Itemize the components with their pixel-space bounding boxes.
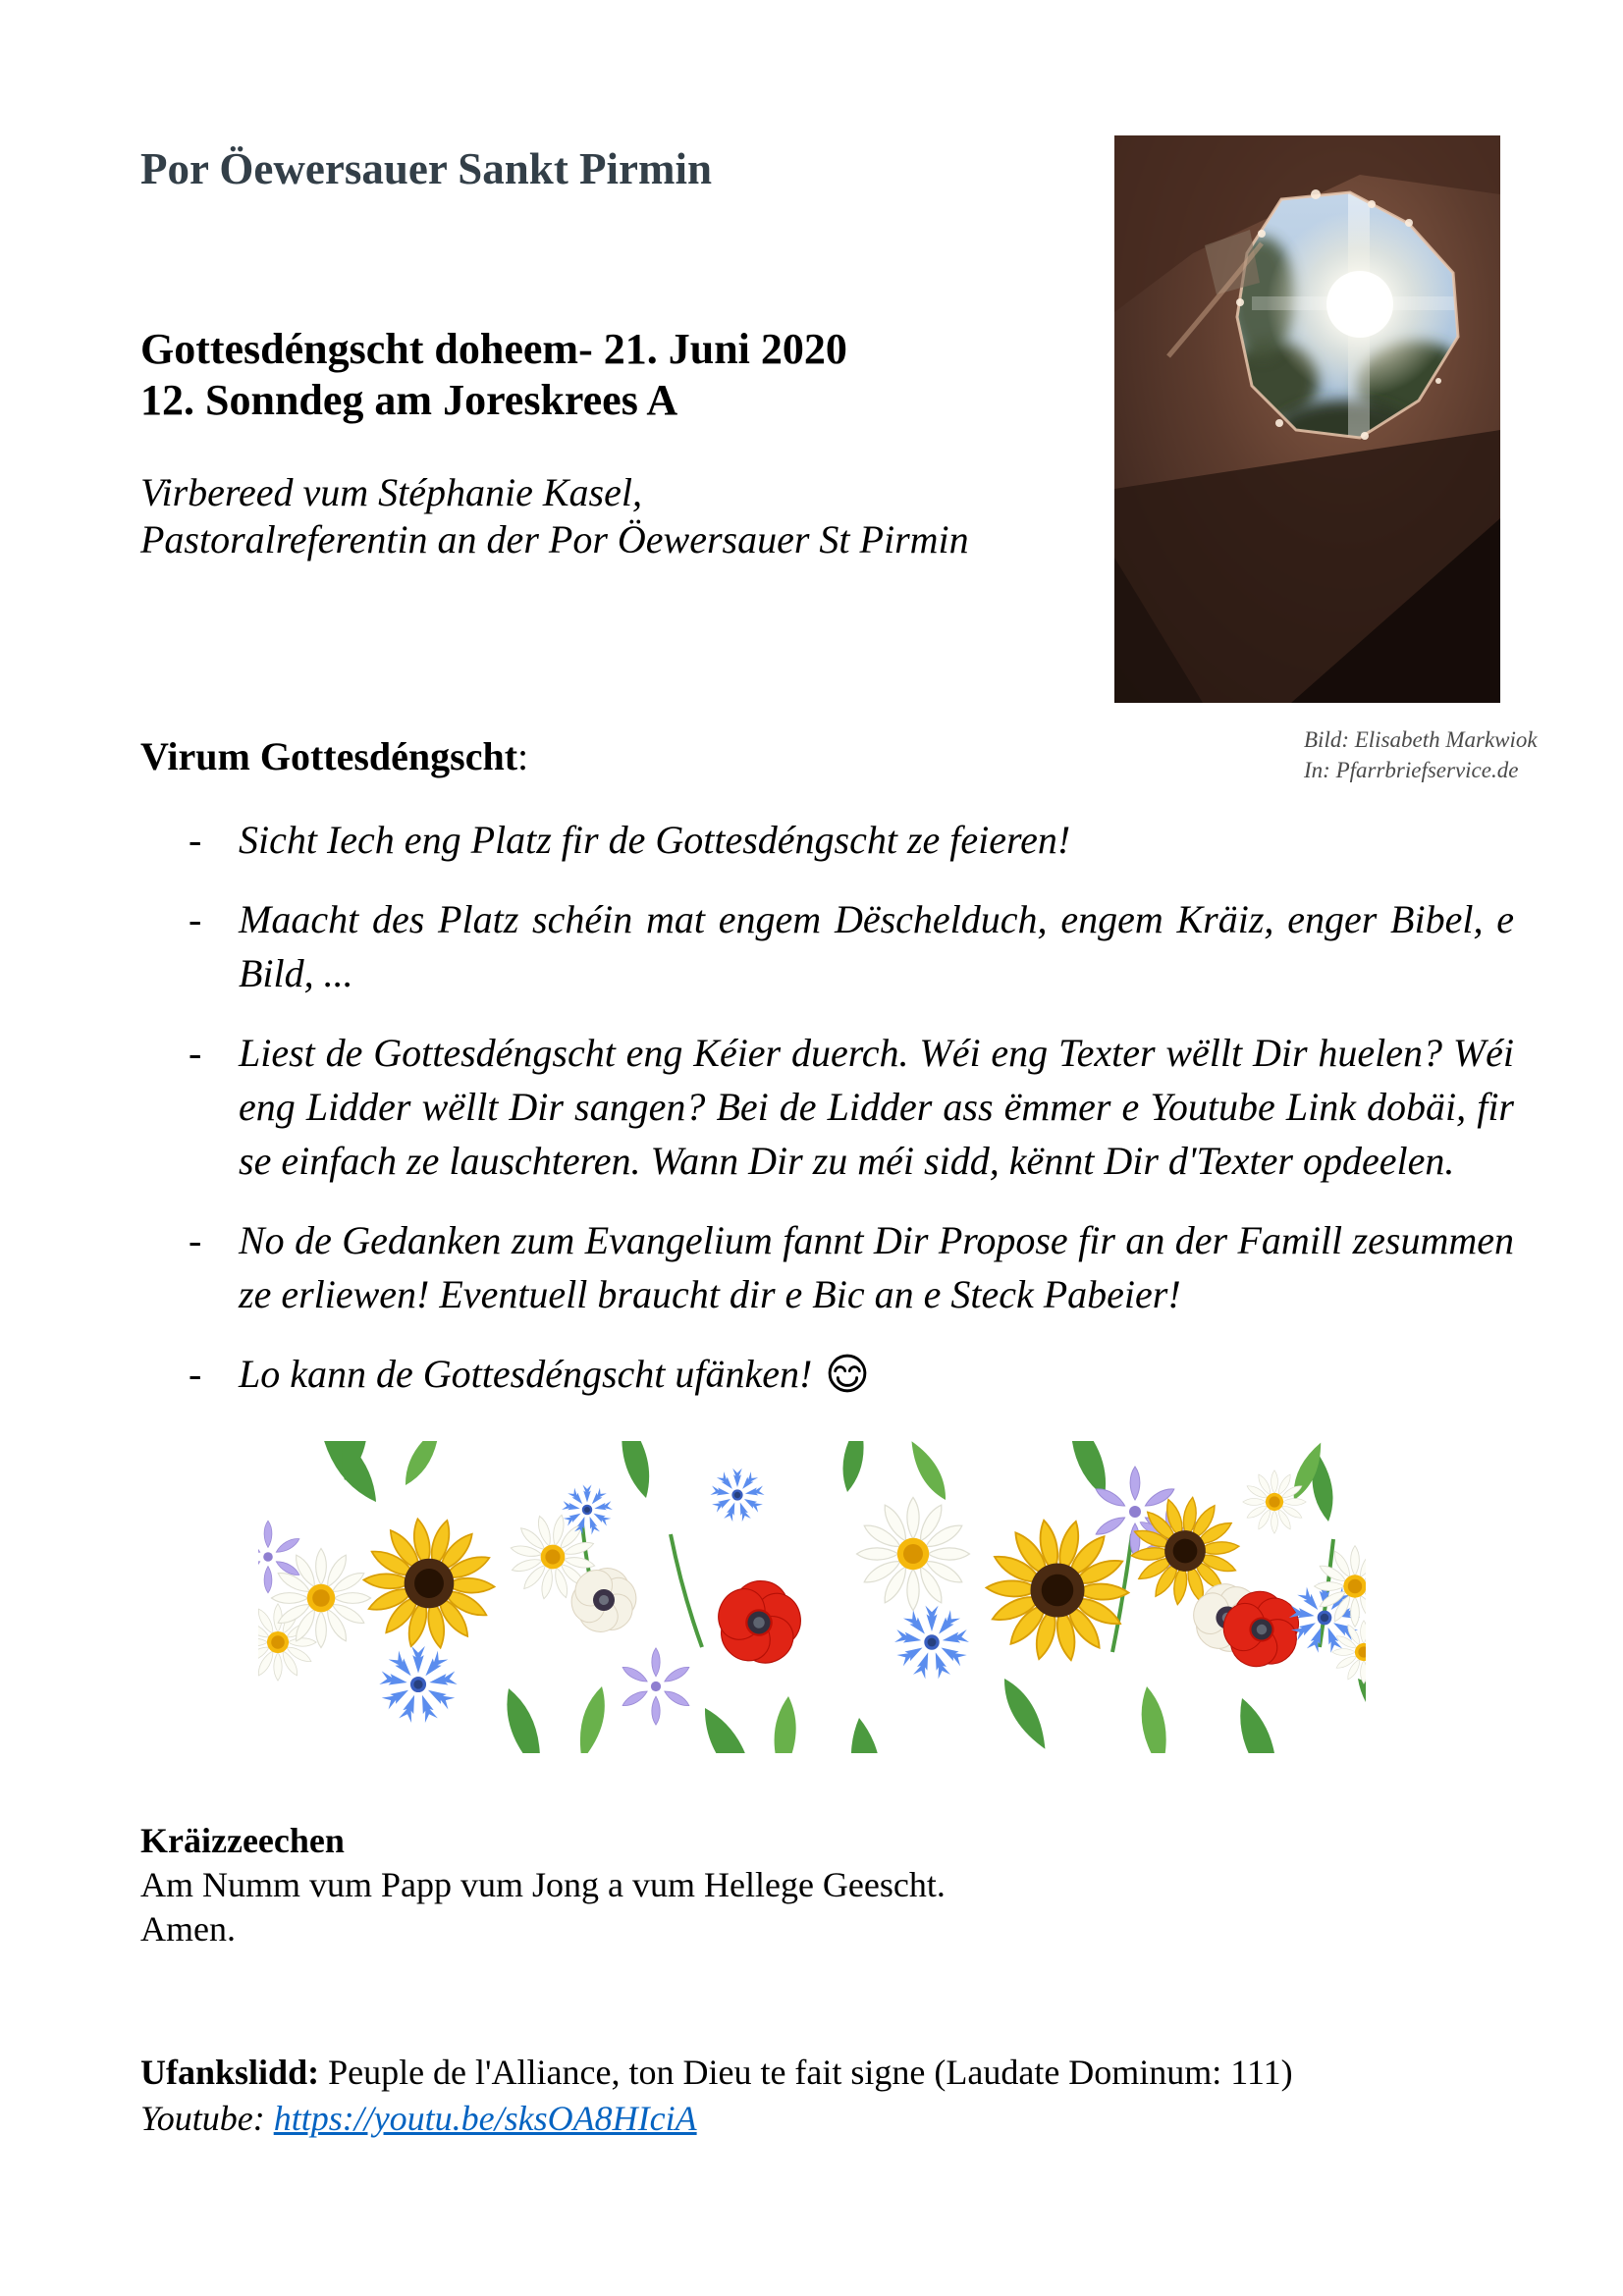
cross-sign-section bbox=[140, 1819, 946, 1951]
opening-song-label: Ufankslidd: bbox=[140, 2053, 320, 2092]
list-item bbox=[189, 892, 1514, 1000]
prepared-by-line2: Pastoralreferentin an der Por Öewersauer St Pirmin bbox=[140, 517, 969, 561]
photo-caption-line2: In: Pfarrbriefservice.de bbox=[1304, 758, 1519, 782]
list-item bbox=[189, 1026, 1514, 1188]
photo-hands-sun-image bbox=[1114, 135, 1500, 703]
cross-sign-line2: Amen. bbox=[140, 1909, 236, 1949]
opening-song-section bbox=[140, 2050, 1293, 2142]
list-item-text: Sicht Iech eng Platz fir de Gottesdéngscht ze feieren! bbox=[239, 818, 1071, 862]
prepared-by-subtitle bbox=[140, 469, 969, 563]
before-service-label-colon: : bbox=[517, 734, 529, 778]
youtube-line bbox=[140, 2096, 1293, 2142]
cross-sign-line1: Am Numm vum Papp vum Jong a vum Hellege Geescht. bbox=[140, 1865, 946, 1904]
list-item bbox=[189, 1213, 1514, 1321]
youtube-link[interactable]: https://youtu.be/sksOA8HIciA bbox=[273, 2099, 697, 2138]
before-service-label bbox=[140, 733, 528, 779]
before-service-list bbox=[189, 813, 1514, 1426]
page-title: Por Öewersauer Sankt Pirmin bbox=[140, 144, 713, 193]
event-heading-line2: 12. Sonndeg am Joreskrees A bbox=[140, 376, 678, 424]
bullet-dash: - bbox=[189, 818, 202, 862]
prepared-by-line1: Virbereed vum Stéphanie Kasel, bbox=[140, 470, 642, 514]
opening-song-text: Peuple de l'Alliance, ton Dieu te fait signe (Laudate Dominum: 111) bbox=[328, 2053, 1293, 2092]
event-heading bbox=[140, 324, 847, 426]
flower-border-image bbox=[258, 1441, 1366, 1753]
opening-song-line bbox=[140, 2050, 1293, 2096]
bullet-dash: - bbox=[189, 1218, 202, 1262]
cross-sign-heading: Kräizzeechen bbox=[140, 1821, 345, 1860]
list-item bbox=[189, 1347, 1514, 1401]
photo-caption bbox=[1304, 724, 1538, 785]
bullet-dash: - bbox=[189, 1352, 202, 1396]
list-item-text: No de Gedanken zum Evangelium fannt Dir Propose fir an der Famill zesummen ze erliewen! Eventuell braucht dir e Bic an e Steck Pabeier! bbox=[239, 1218, 1514, 1316]
list-item-text: Maacht des Platz schéin mat engem Dëschelduch, engem Kräiz, enger Bibel, e Bild, ... bbox=[239, 897, 1514, 995]
youtube-label: Youtube: bbox=[140, 2099, 265, 2138]
photo-caption-line1: Bild: Elisabeth Markwiok bbox=[1304, 727, 1538, 752]
bullet-dash: - bbox=[189, 1031, 202, 1075]
list-item-text: Liest de Gottesdéngscht eng Kéier duerch. Wéi eng Texter wëllt Dir huelen? Wéi eng Lidder wëllt Dir sangen? Bei de Lidder ass ëmmer e Youtube Link dobäi, fir se einfach ze lauschteren. Wann Dir zu méi sidd, kënnt Dir d'Texter opdeelen. bbox=[239, 1031, 1514, 1183]
before-service-label-text: Virum Gottesdéngscht bbox=[140, 734, 518, 778]
list-item bbox=[189, 813, 1514, 867]
smiley-emoji-icon bbox=[826, 1352, 869, 1395]
event-heading-line1: Gottesdéngscht doheem- 21. Juni 2020 bbox=[140, 325, 847, 373]
photo-hands-sun bbox=[1114, 135, 1500, 703]
list-item-text: Lo kann de Gottesdéngscht ufänken! bbox=[239, 1352, 813, 1396]
bullet-dash: - bbox=[189, 897, 202, 941]
